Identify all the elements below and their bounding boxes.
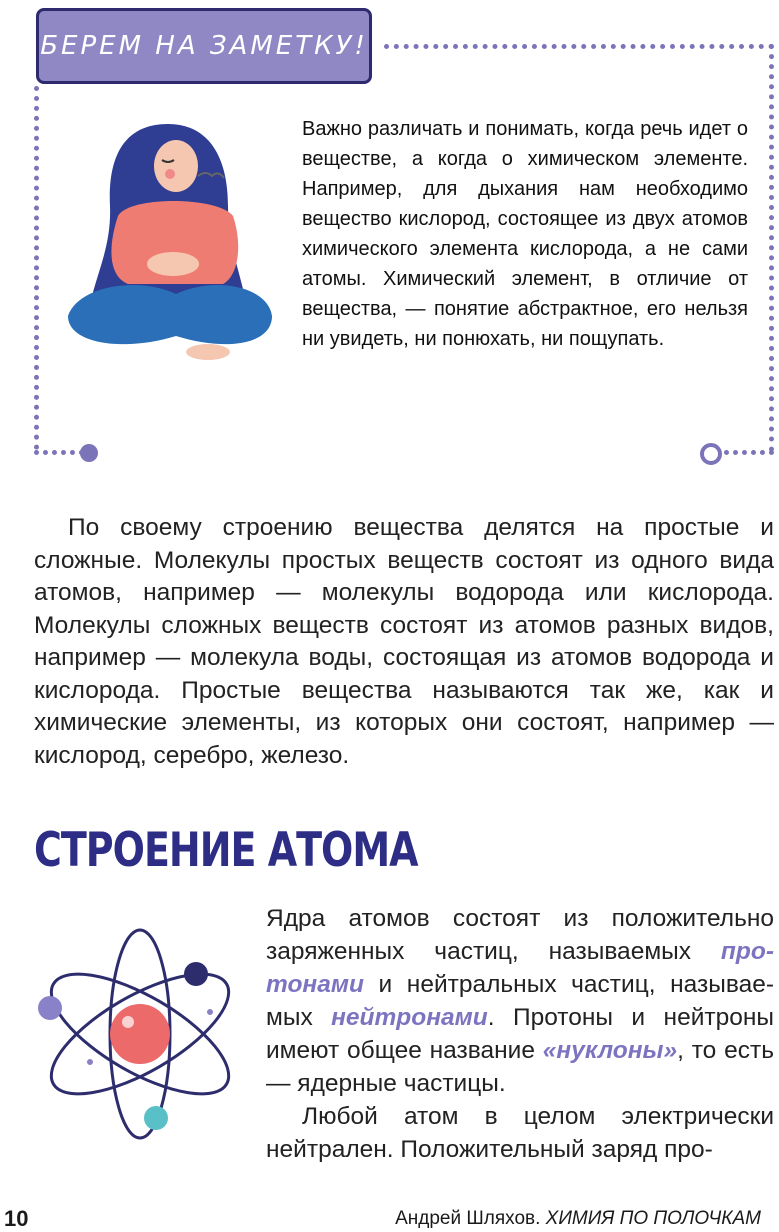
atom-icon [30, 922, 250, 1152]
note-frame-top [384, 44, 774, 49]
atom-p1-part-c: . Протоны и нейтроны имеют общее название [266, 1004, 774, 1064]
note-heading-tab [36, 8, 372, 84]
note-frame-bottom-left [34, 450, 84, 455]
atom-p1-part-d: , то есть — ядерные частицы. [266, 1037, 774, 1097]
page-number: 10 [4, 1206, 29, 1231]
body-paragraph: По своему строению вещества делятся на простые и сложные. Молекулы простых веществ состоят из одного вида атомов, например — молекулы водорода или кислорода. Молекулы сложных веществ состоят из атомов разных видов, например — молекула воды, состоящая из атомов водорода и кислорода. Простые вещества называются так же, как и химические элементы, из которых они состоят, например — кислород, серебро, железо. [34, 514, 774, 769]
note-text: Важно различать и понимать, когда речь идет о веществе, а когда о химическом элементе. Например, для дыхания нам необходимо вещество кислород, состоящее из двух атомов химического элемента кислорода, а не сами атомы. Химический элемент, в отличие от вещества, — понятие абстрактное, его нельзя ни увидеть, ни понюхать, ни пощупать. [302, 118, 748, 350]
meditating-woman-illustration [58, 116, 278, 376]
note-frame-dot-right [700, 443, 722, 465]
footer-book-title: ХИМИЯ ПО ПОЛОЧКАМ [545, 1208, 761, 1229]
section-title: СТРОЕНИЕ АТОМА [34, 822, 418, 877]
note-frame-bottom-right [724, 450, 774, 455]
footer-author: Андрей Шляхов. [395, 1208, 541, 1229]
atom-section-text [266, 902, 774, 1166]
note-frame-left [34, 86, 39, 450]
note-heading: БЕРЕМ НА ЗАМЕТКУ! [40, 31, 368, 61]
note-frame-dot-left [80, 444, 98, 462]
atom-paragraph-1 [266, 902, 774, 1100]
note-frame-right [769, 44, 774, 452]
term-neutrons: нейтронами [331, 1004, 488, 1031]
term-nucleons: «нуклоны» [542, 1037, 678, 1064]
atom-paragraph-2: Любой атом в целом электрически нейтрален. Положительный заряд про- [266, 1103, 774, 1163]
atom-p1-part-b: и нейтральных частиц, называемых [266, 971, 774, 1031]
running-footer [395, 1208, 761, 1230]
atom-p1-part-a: Ядра атомов состоят из положительно заряженных частиц, называемых [266, 905, 774, 965]
term-protons: протонами [266, 938, 774, 998]
